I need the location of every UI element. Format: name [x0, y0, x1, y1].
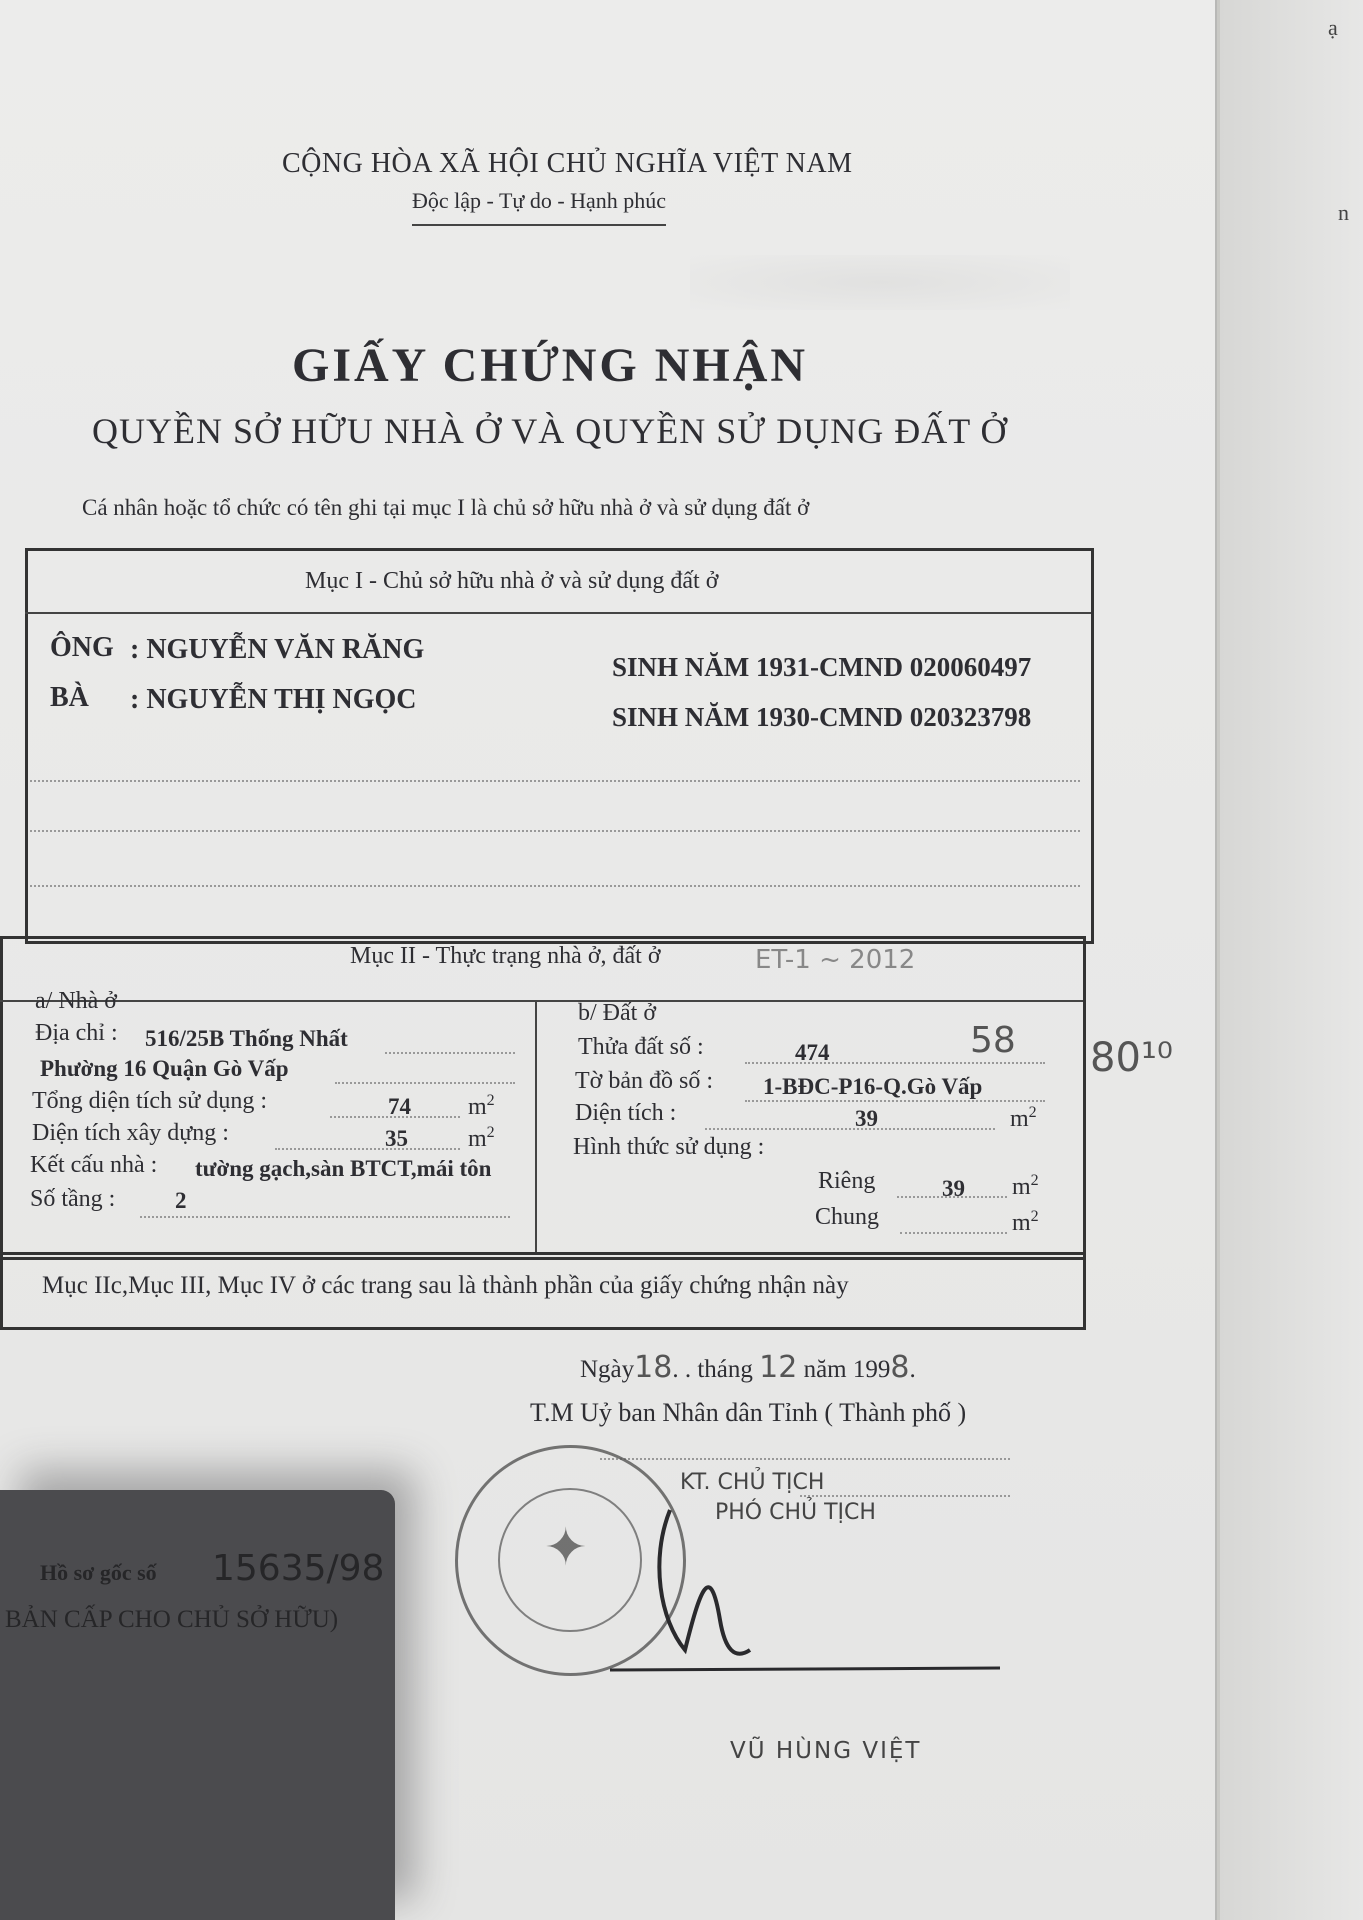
- build-area-label: Diện tích xây dựng :: [32, 1120, 229, 1146]
- document-subtitle: QUYỀN SỞ HỮU NHÀ Ở VÀ QUYỀN SỬ DỤNG ĐẤT Ở: [92, 411, 1008, 451]
- private-value: 39: [942, 1176, 965, 1201]
- plot-label: Thửa đất số :: [578, 1034, 704, 1060]
- unit: $m^2$: [1010, 1104, 1037, 1132]
- map-label: Tờ bản đồ số :: [575, 1068, 714, 1094]
- dotted-line: [275, 1148, 460, 1150]
- build-area-value: 35: [385, 1126, 408, 1151]
- dotted-line: [30, 885, 1080, 887]
- document-title: GIẤY CHỨNG NHẬN: [292, 339, 809, 392]
- date-year-digit: 8: [890, 1350, 910, 1385]
- dotted-line: [900, 1232, 1007, 1234]
- land-area-value: 39: [855, 1106, 878, 1131]
- total-area-label: Tổng diện tích sử dụng :: [32, 1088, 267, 1114]
- motto: Độc lập - Tự do - Hạnh phúc: [412, 188, 666, 226]
- dotted-line: [745, 1100, 1045, 1102]
- date-day: 18: [634, 1350, 673, 1385]
- owner2-info: SINH NĂM 1930-CMND 020323798: [612, 702, 1032, 732]
- structure-label: Kết cấu nhà :: [30, 1152, 158, 1178]
- usage-label: Hình thức sử dụng :: [573, 1134, 765, 1160]
- dotted-line: [800, 1495, 1010, 1497]
- footer-note: Mục IIc,Mục III, Mục IV ở các trang sau là thành phần của giấy chứng nhận này: [42, 1272, 849, 1299]
- section1-title: Mục I - Chủ sở hữu nhà ở và sử dụng đất ở: [305, 568, 719, 594]
- column-divider: [535, 1000, 537, 1255]
- handwritten-note: ET-1 ~ 2012: [755, 945, 916, 975]
- dotted-line: [30, 780, 1080, 782]
- edge-text: n: [1338, 200, 1349, 225]
- handwritten-margin: 80¹⁰: [1090, 1035, 1173, 1081]
- dotted-line: [335, 1082, 515, 1084]
- signature: [590, 1500, 1010, 1680]
- plot-value: 474: [795, 1040, 830, 1065]
- structure-value: tường gạch,sàn BTCT,mái tôn: [195, 1156, 492, 1181]
- copy-note: BẢN CẤP CHO CHỦ SỞ HỮU): [5, 1606, 339, 1633]
- star-icon: ✦: [544, 1520, 588, 1577]
- owner1-label: ÔNG: [50, 632, 114, 663]
- file-number-label: Hồ sơ gốc số: [40, 1560, 157, 1585]
- map-value: 1-BĐC-P16-Q.Gò Vấp: [763, 1074, 983, 1099]
- dotted-line: [385, 1052, 515, 1054]
- signatory-title2: PHÓ CHỦ TỊCH: [715, 1500, 876, 1525]
- unit: $m^2$: [468, 1092, 495, 1120]
- address-line2: Phường 16 Quận Gò Vấp: [40, 1056, 289, 1081]
- date-line: Ngày18. . tháng 12 năm 1998.: [580, 1350, 916, 1385]
- owner2-name: : NGUYỄN THỊ NGỌC: [130, 684, 417, 715]
- adjacent-page-edge: [1220, 0, 1363, 1920]
- divider: [25, 612, 1091, 614]
- dotted-line: [745, 1062, 1045, 1064]
- unit: $m^2$: [468, 1124, 495, 1152]
- dotted-line: [30, 830, 1080, 832]
- shared-label: Chung: [815, 1204, 880, 1230]
- signatory-title1: KT. CHỦ TỊCH: [680, 1470, 825, 1495]
- signer-name: VŨ HÙNG VIỆT: [730, 1738, 922, 1764]
- dotted-line: [705, 1128, 995, 1130]
- unit: $m^2$: [1012, 1208, 1039, 1236]
- country-header: CỘNG HÒA XÃ HỘI CHỦ NGHĨA VIỆT NAM: [282, 148, 853, 179]
- handwritten-plot: 58: [970, 1020, 1016, 1061]
- divider: [0, 1000, 1083, 1002]
- address-label: Địa chỉ :: [35, 1020, 118, 1046]
- dotted-line: [600, 1458, 1010, 1460]
- owner1-info: SINH NĂM 1931-CMND 020060497: [612, 652, 1032, 682]
- total-area-value: 74: [388, 1094, 411, 1119]
- floors-value: 2: [175, 1188, 187, 1213]
- owner2-label: BÀ: [50, 682, 89, 713]
- blurred-area: [690, 255, 1070, 310]
- house-heading: a/ Nhà ở: [35, 988, 117, 1014]
- address-line1: 516/25B Thống Nhất: [145, 1026, 348, 1051]
- private-label: Riêng: [818, 1168, 876, 1194]
- land-area-label: Diện tích :: [575, 1100, 677, 1126]
- owner1-name: : NGUYỄN VĂN RĂNG: [130, 634, 425, 665]
- unit: $m^2$: [1012, 1172, 1039, 1200]
- section2-title: Mục II - Thực trạng nhà ở, đất ở: [350, 943, 661, 969]
- date-month: 12: [759, 1350, 798, 1385]
- dotted-line: [140, 1216, 510, 1218]
- file-number: 15635/98: [212, 1548, 385, 1589]
- edge-text: ạ: [1328, 15, 1338, 40]
- floors-label: Số tầng :: [30, 1186, 116, 1212]
- authority: T.M Uỷ ban Nhân dân Tỉnh ( Thành phố ): [530, 1398, 967, 1427]
- land-heading: b/ Đất ở: [578, 1000, 657, 1026]
- intro-line: Cá nhân hoặc tổ chức có tên ghi tại mục I là chủ sở hữu nhà ở và sử dụng đất ở: [82, 495, 810, 520]
